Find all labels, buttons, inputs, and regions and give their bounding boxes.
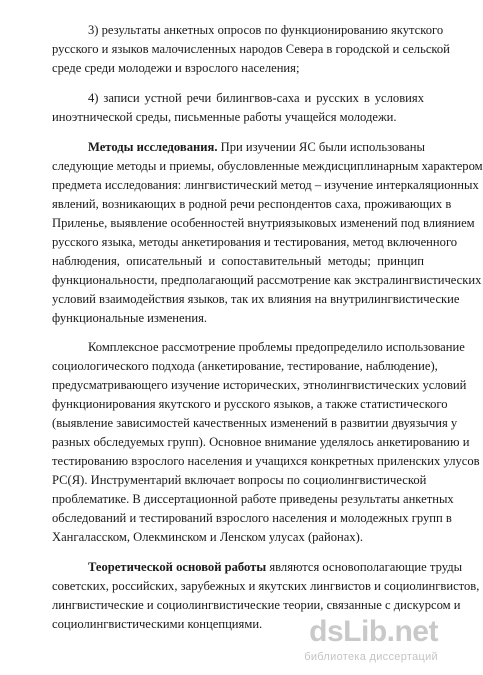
text-line: среде среди молодежи и взрослого населения;	[52, 61, 300, 75]
text-line: Комплексное рассмотрение проблемы предопределило использование	[88, 340, 465, 354]
text-line: функциональные изменения.	[52, 311, 208, 325]
text-line: (выявление зависимостей качественных изменений в развитии двуязычия у	[52, 416, 458, 430]
text-line: русского языка, методы анкетирования и тестирования, метод включенного	[52, 235, 458, 249]
text-line: 4) записи устной речи билингвов-саха и русских в условиях	[88, 91, 424, 105]
text-line: Приленье, выявление особенностей внутриязыковых изменений под влиянием	[52, 216, 475, 230]
text-line	[88, 139, 424, 155]
text-line: Хангаласском, Олекминском и Ленском улусах (районах).	[52, 530, 364, 544]
text-line: условий взаимодействия языков, так их влияния на внутрилингвистические	[52, 292, 460, 306]
text-line: РС(Я). Инструментарий включает вопросы по социолингвистической	[52, 473, 427, 487]
text-line: предусматривающего изучение исторических, этнолингвистических условий	[52, 378, 467, 392]
text-line: иноэтнической среды, письменные работы учащейся молодежи.	[52, 110, 397, 124]
text-line: лингвистические и социолингвистические теории, связанные с дискурсом и	[52, 598, 461, 612]
text-line: явлений, возникающих в родной речи респондентов саха, проживающих в	[52, 197, 452, 211]
line-rest: являются основополагающие труды	[266, 560, 463, 574]
watermark-logo: dsLib.net	[309, 615, 438, 648]
text-line: функционирования якутского и русского языков, а также статистического	[52, 397, 448, 411]
text-line: социологического подхода (анкетирование, тестирование, наблюдение),	[52, 359, 438, 373]
text-line: социолингвистическими концепциями.	[52, 617, 263, 631]
dslib-watermark	[272, 615, 442, 669]
text-line: наблюдения, описательный и сопоставительный методы; принцип	[52, 254, 424, 268]
bold-lead: Методы исследования.	[88, 140, 218, 154]
text-line: проблематике. В диссертационной работе приведены результаты анкетных	[52, 492, 454, 506]
bold-lead: Теоретической основой работы	[88, 560, 267, 574]
line-rest: При изучении ЯС были использованы	[217, 140, 425, 154]
text-line: следующие методы и приемы, обусловленные междисциплинарным характером	[52, 159, 483, 173]
text-line: разных обследуемых групп). Основное внимание уделялось анкетированию и	[52, 435, 470, 449]
text-line: советских, российских, зарубежных и якутских лингвистов и социолингвистов,	[52, 579, 480, 593]
watermark-subtitle: библиотека диссертаций	[304, 651, 438, 663]
text-line: 3) результаты анкетных опросов по функционированию якутского	[88, 23, 444, 37]
text-line: русского и языков малочисленных народов Севера в городской и сельской	[52, 42, 450, 56]
text-line: функциональности, предполагающий рассмотрение как экстралингвистических	[52, 273, 482, 287]
text-line: тестированию взрослого населения и учащихся конкретных приленских улусов	[52, 454, 480, 468]
text-line	[88, 559, 463, 575]
text-line: обследований и тестирований взрослого населения и молодежных групп в	[52, 511, 452, 525]
text-line: предмета исследования: лингвистический метод – изучение интеркаляционных	[52, 178, 479, 192]
